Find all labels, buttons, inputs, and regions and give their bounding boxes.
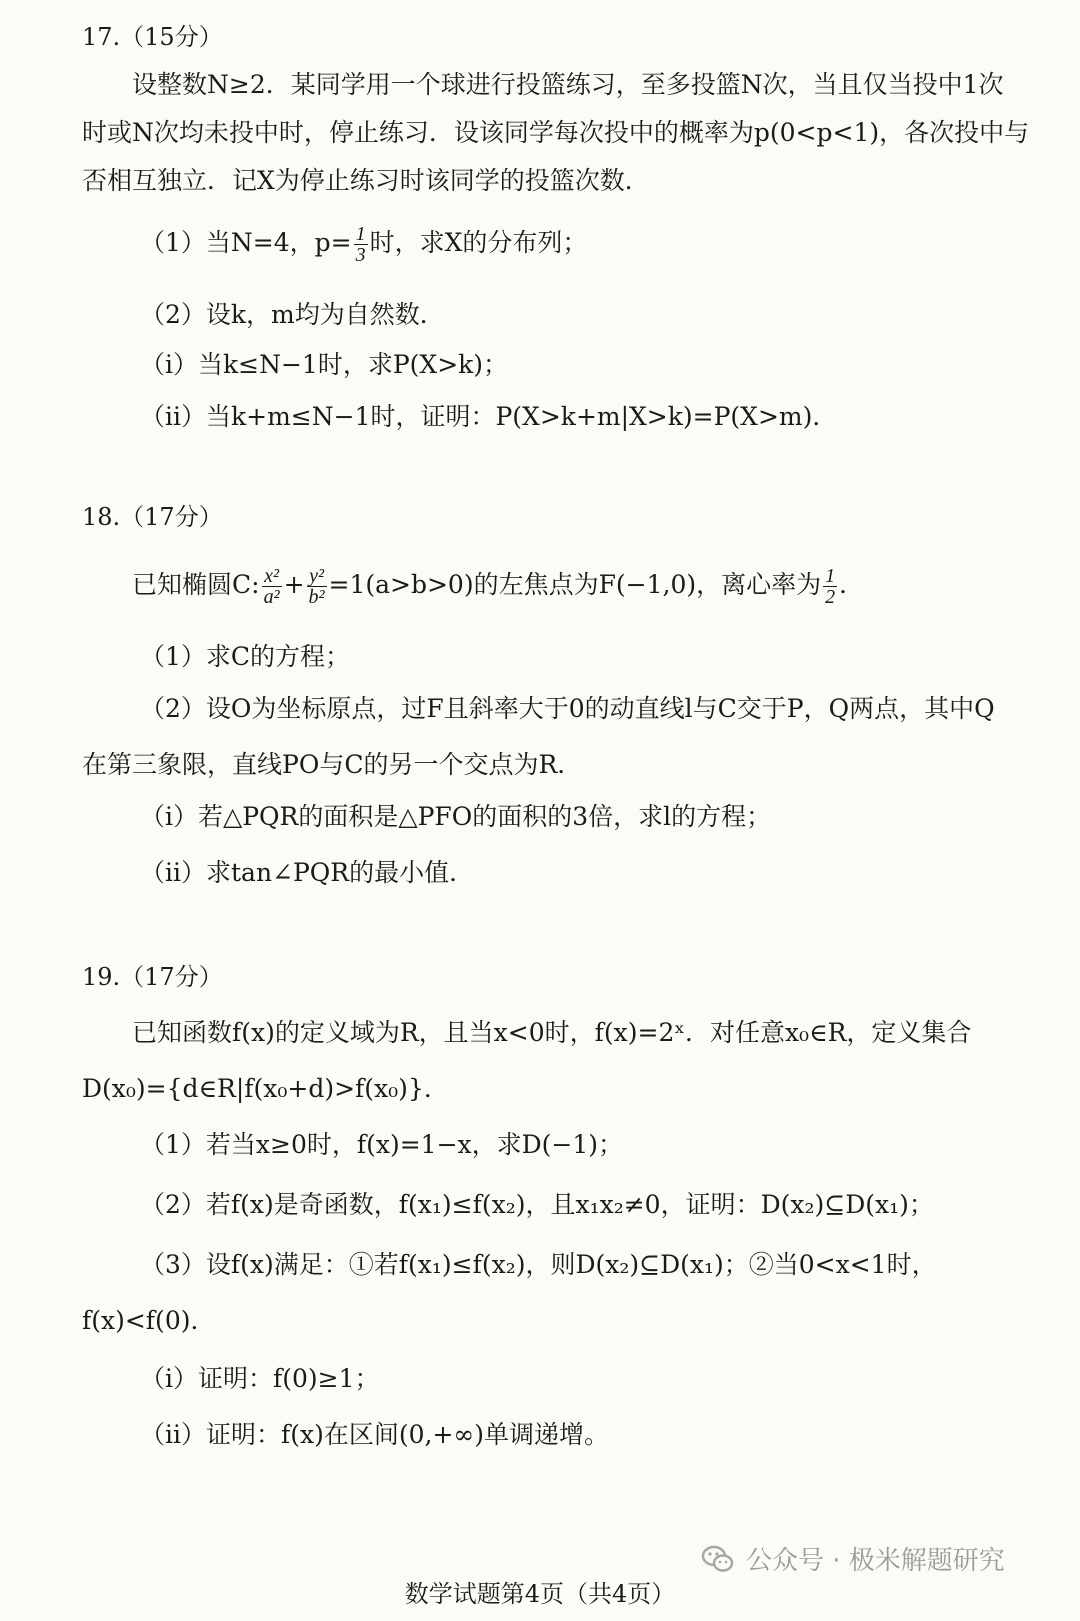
q17-part-1-post: 时，求X的分布列； [369, 228, 588, 257]
q19-part-3-line-2: f(x)<f(0)． [82, 1306, 216, 1335]
q18-fraction-y-num: y² [307, 566, 327, 587]
q18-fraction-e-den: 2 [825, 586, 836, 608]
q17-stem-line-1: 设整数N≥2．某同学用一个球进行投篮练习，至多投篮N次，当且仅当投中1次 [132, 70, 1004, 99]
q18-part-2-i: （ⅰ）若△PQR的面积是△PFO的面积的3倍，求l的方程； [140, 802, 772, 831]
q17-fraction-den: 3 [355, 244, 366, 266]
q18-part-2-line-2: 在第三象限，直线PO与C的另一个交点为R． [82, 750, 583, 779]
q18-fraction-e-num: 1 [825, 565, 836, 587]
q17-part-1-pre: （1）当N=4，p= [140, 228, 352, 257]
q17-fraction [354, 224, 368, 265]
q19-part-3-line-1: （3）设f(x)满足：①若f(x₁)≤f(x₂)，则D(x₂)⊆D(x₁)；②当0<x<1时， [140, 1250, 937, 1279]
q19-heading: 19.（17分） [82, 963, 223, 991]
q19-stem-line-1: 已知函数f(x)的定义域为R，且当x<0时，f(x)=2ˣ．对任意x₀∈R，定义集合 [132, 1018, 972, 1047]
q19-part-2: （2）若f(x)是奇函数，f(x₁)≤f(x₂)，且x₁x₂≠0，证明：D(x₂)⊆D(x₁)； [140, 1190, 934, 1219]
q18-plus: + [283, 570, 305, 599]
q17-fraction-num: 1 [355, 223, 366, 245]
q18-part-1: （1）求C的方程； [140, 642, 351, 671]
q17-part-2: （2）设k，m均为自然数． [140, 300, 445, 329]
q18-heading: 18.（17分） [82, 503, 223, 531]
q17-stem-line-3: 否相互独立．记X为停止练习时该同学的投篮次数． [82, 166, 650, 195]
q18-stem-end: ． [839, 570, 865, 599]
q18-fraction-x-num: x² [262, 566, 282, 587]
q18-fraction-x [262, 566, 282, 607]
q18-part-2-ii: （ⅱ）求tan∠PQR的最小值． [140, 858, 475, 887]
q19-part-3-ii: （ⅱ）证明：f(x)在区间(0,+∞)单调递增。 [140, 1420, 609, 1449]
page-footer: 数学试题第4页（共4页） [404, 1580, 676, 1608]
q18-fraction-e [823, 566, 837, 607]
q17-heading: 17.（15分） [82, 23, 223, 51]
q17-part-2-ii: （ⅱ）当k+m≤N−1时，证明：P(X>k+m|X>k)=P(X>m)． [140, 402, 838, 431]
q18-stem [132, 566, 1050, 607]
q18-stem-mid: =1(a>b>0)的左焦点为F(−1,0)，离心率为 [328, 570, 822, 599]
q18-stem-pre: 已知椭圆C: [132, 570, 260, 599]
watermark [700, 1540, 1005, 1577]
q17-part-1 [140, 224, 1050, 265]
q19-part-1: （1）若当x≥0时，f(x)=1−x，求D(−1)； [140, 1130, 624, 1159]
q19-stem-line-2: D(x₀)={d∈R|f(x₀+d)>f(x₀)}． [82, 1074, 449, 1103]
q17-stem-line-2: 时或N次均未投中时，停止练习．设该同学每次投中的概率为p(0<p<1)，各次投中与 [82, 118, 1030, 147]
wechat-icon [700, 1541, 736, 1577]
q18-part-2-line-1: （2）设O为坐标原点，过F且斜率大于0的动直线l与C交于P，Q两点，其中Q [140, 694, 995, 723]
q18-fraction-y-den: b² [308, 586, 325, 608]
q18-fraction-x-den: a² [263, 586, 280, 608]
q19-part-3-i: （ⅰ）证明：f(0)≥1； [140, 1364, 380, 1393]
q18-fraction-y [307, 566, 327, 607]
q17-part-2-i: （ⅰ）当k≤N−1时，求P(X>k)； [140, 350, 509, 379]
watermark-text: 公众号 · 极米解题研究 [746, 1546, 1005, 1576]
